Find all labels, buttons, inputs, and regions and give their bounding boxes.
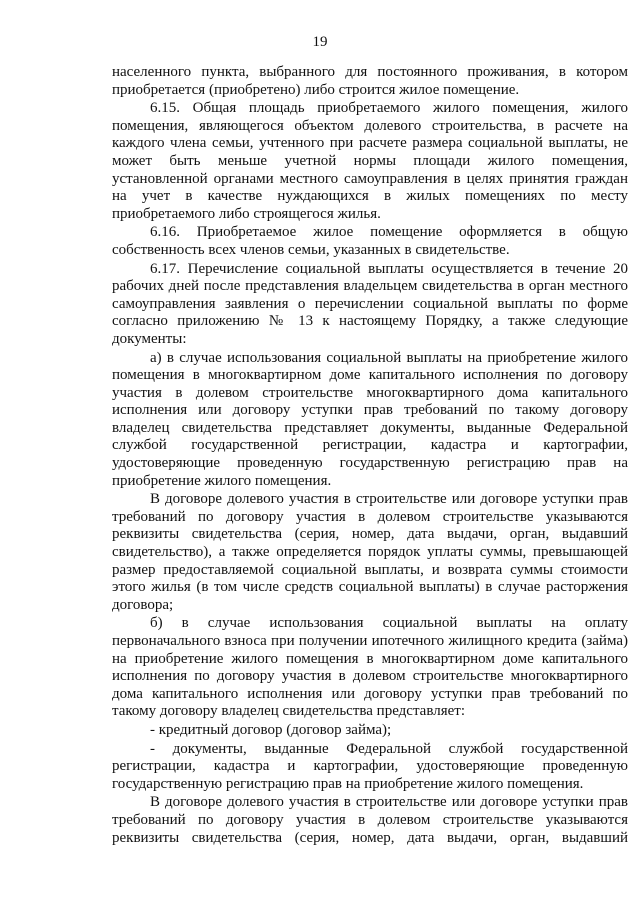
- paragraph-item-b: б) в случае использования социальной выплаты на оплату первоначального взноса при получении ипотечного жилищного кредита (займа) на приобретение жилого помещения в многоквартирном доме капитального исполнения по договору участия в долевом строительстве многоквартирного дома капитального исполнения или договору уступки прав требований по такому договору владелец свидетельства представляет:: [112, 615, 628, 720]
- paragraph-item-a: а) в случае использования социальной выплаты на приобретение жилого помещения в многоквартирном доме капитального исполнения по договору участия в долевом строительстве многоквартирного дома капитального исполнения или договору уступки прав требований по такому договору владелец свидетельства представляет документы, выданные Федеральной службой государственной регистрации, кадастра и картографии, удостоверяющие проведенную государственную регистрацию прав на приобретение жилого помещения.: [112, 349, 628, 489]
- list-item-credit-agreement: - кредитный договор (договор займа);: [150, 721, 392, 738]
- paragraph-contract-requisites-b: В договоре долевого участия в строительстве или договоре уступки прав требований по договору участия в долевом строительстве указываются реквизиты свидетельства (серия, номер, дата выдачи, орган, выдавший: [112, 794, 628, 846]
- paragraph-6-16: 6.16. Приобретаемое жилое помещение оформляется в общую собственность всех членов семьи, указанных в свидетельстве.: [112, 224, 628, 258]
- paragraph-6-17: 6.17. Перечисление социальной выплаты осуществляется в течение 20 рабочих дней после представления владельцем свидетельства в орган местного самоуправления заявления о перечислении социальной выплаты по форме согласно приложению № 13 к настоящему Порядку, а также следующие документы:: [112, 260, 628, 347]
- page-number: 19: [312, 34, 328, 50]
- paragraph-contract-requisites-a: В договоре долевого участия в строительстве или договоре уступки прав требований по договору участия в долевом строительстве указываются реквизиты свидетельства (серия, номер, дата выдачи, орган, выдавший свидетельство), а также определяется порядок уплаты суммы, превышающей размер предоставляемой социальной выплаты, и возврата суммы стоимости этого жилья (в том числе средств социальной выплаты) в случае расторжения договора;: [112, 491, 628, 613]
- list-item-registration-documents: - документы, выданные Федеральной службой государственной регистрации, кадастра и картографии, удостоверяющие проведенную государственную регистрацию прав на приобретение жилого помещения.: [112, 740, 628, 792]
- paragraph-6-15: 6.15. Общая площадь приобретаемого жилого помещения, жилого помещения, являющегося объектом долевого строительства, в расчете на каждого члена семьи, учтенного при расчете размера социальной выплаты, не может быть меньше учетной нормы площади жилого помещения, установленной органами местного самоуправления в целях принятия граждан на учет в качестве нуждающихся в жилых помещениях по месту приобретаемого либо строящегося жилья.: [112, 100, 628, 222]
- paragraph-continuation: населенного пункта, выбранного для постоянного проживания, в котором приобретается (приобретено) либо строится жилое помещение.: [112, 64, 628, 98]
- document-body: [112, 64, 628, 848]
